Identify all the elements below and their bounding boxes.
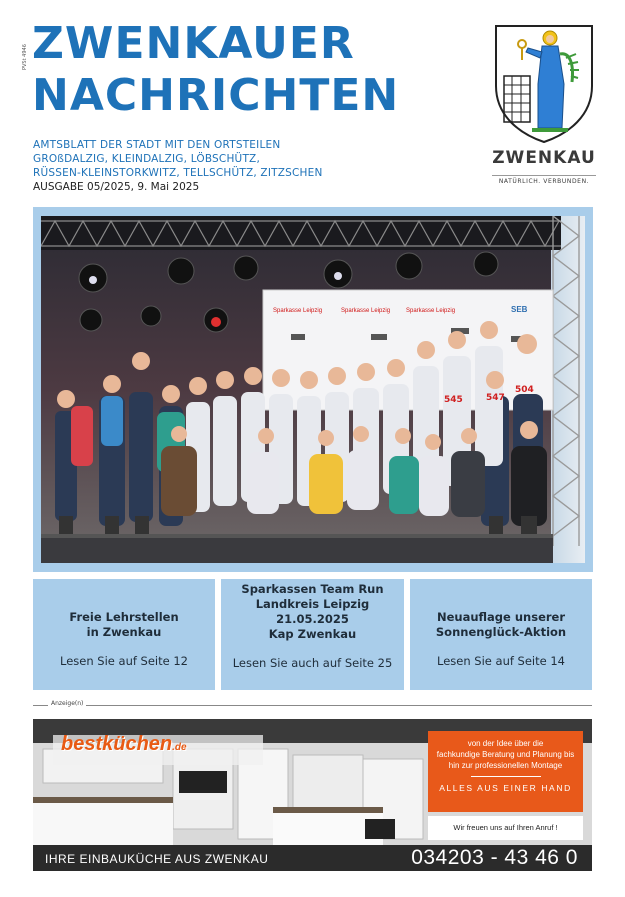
service-line: hin zur professionellen Montage: [448, 761, 563, 770]
teaser-apprenticeships[interactable]: [33, 579, 215, 690]
ad-footer-bar: [33, 845, 592, 871]
teaser-headline: Kap Zwenkau: [268, 627, 357, 641]
masthead-line-1: ZWENKAUER: [32, 18, 355, 69]
service-divider: [471, 776, 541, 777]
masthead-subtitle: [33, 138, 453, 194]
teaser-page-ref: Lesen Sie auch auf Seite 25: [232, 656, 393, 670]
cover-photo-frame: [33, 207, 593, 572]
ad-callout-box: [428, 816, 583, 840]
ad-phone-number[interactable]: 034203 - 43 46 0: [411, 846, 578, 869]
bestkuechen-logo: [61, 733, 187, 756]
teaser-page-ref: Lesen Sie auf Seite 14: [437, 654, 565, 668]
teaser-headline: Sparkassen Team Run: [241, 582, 384, 596]
teaser-sunshine-campaign[interactable]: [410, 579, 592, 690]
issue-date: AUSGABE 05/2025, 9. Mai 2025: [33, 181, 200, 193]
service-line: fachkundige Beratung und Planung bis: [436, 750, 575, 759]
service-claim: ALLES AUS EINER HAND: [439, 783, 572, 793]
postal-code-mark: PVSt 4946: [22, 44, 28, 70]
subtitle-line: RÜSSEN-KLEINSTORKWITZ, TELLSCHÜTZ, ZITZSCHEN: [33, 167, 323, 179]
teaser-headline: Neuauflage unserer: [436, 610, 566, 624]
teaser-headline: Landkreis Leipzig: [255, 597, 370, 611]
brand-name: bestküchen: [61, 733, 173, 755]
coat-of-arms-icon: [492, 24, 596, 144]
teaser-headline: in Zwenkau: [86, 625, 162, 639]
sponsor-banner-text: Sparkasse Leipzig: [406, 308, 456, 314]
teaser-headline: 21.05.2025: [276, 612, 349, 626]
race-bib: 545: [444, 395, 463, 405]
ad-label: Anzeige(n): [48, 700, 86, 707]
town-slogan: NATÜRLICH. VERBUNDEN.: [492, 175, 596, 185]
sponsor-banner-text: SEB: [511, 305, 528, 314]
masthead-line-2: NACHRICHTEN: [32, 70, 400, 121]
race-bib: 504: [515, 385, 534, 395]
ad-callout: Wir freuen uns auf Ihren Anruf !: [453, 823, 558, 832]
ad-divider: [33, 705, 592, 706]
teaser-page-ref: Lesen Sie auf Seite 12: [60, 654, 188, 668]
race-bib: 547: [486, 393, 505, 403]
masthead-title: [32, 18, 452, 122]
teaser-headline: Sonnenglück-Aktion: [435, 625, 567, 639]
teaser-team-run[interactable]: [221, 579, 404, 690]
town-name: ZWENKAU: [492, 148, 596, 168]
subtitle-line: AMTSBLATT DER STADT MIT DEN ORTSTEILEN: [33, 139, 281, 151]
subtitle-line: GROßDALZIG, KLEINDALZIG, LÖBSCHÜTZ,: [33, 153, 260, 165]
ad-slogan: IHRE EINBAUKÜCHE AUS ZWENKAU: [45, 852, 269, 866]
ad-service-box: [428, 731, 583, 812]
sponsor-banner-text: Sparkasse Leipzig: [341, 308, 391, 314]
town-logo: [492, 24, 596, 188]
service-line: von der Idee über die: [467, 739, 544, 748]
cover-photo: [41, 216, 585, 563]
teaser-headline: Freie Lehrstellen: [69, 610, 179, 624]
team-run-group-photo: [41, 216, 585, 563]
brand-tld: .de: [172, 742, 187, 753]
sponsor-banner-text: Sparkasse Leipzig: [273, 308, 323, 314]
kitchen-advertisement[interactable]: [33, 719, 592, 871]
